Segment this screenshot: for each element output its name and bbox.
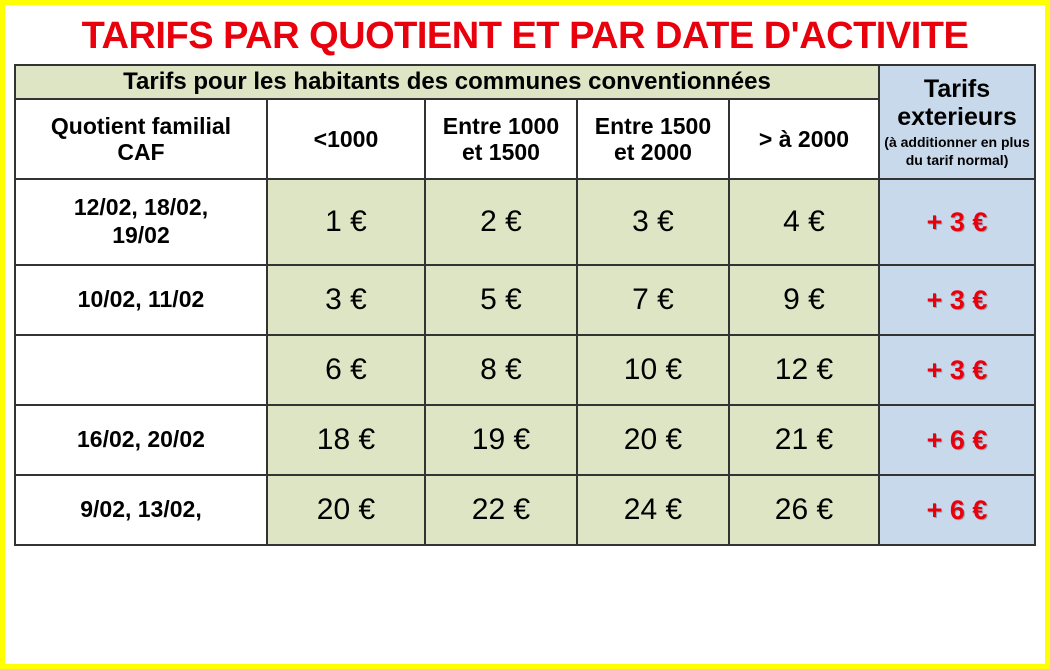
row-dates-line1: 12/02, 18/02, <box>73 194 209 221</box>
price-cell: 9 € <box>729 265 879 335</box>
price-cell: 26 € <box>729 475 879 545</box>
column-header-bracket-3 <box>577 99 729 179</box>
row-dates <box>15 265 267 335</box>
extra-fee-cell: + 3 € <box>879 335 1035 405</box>
price-cell: 19 € <box>425 405 577 475</box>
column-header-bracket-1 <box>267 99 425 179</box>
price-cell: 6 € <box>267 335 425 405</box>
price-cell: 8 € <box>425 335 577 405</box>
column-header-quotient-line2: CAF <box>117 139 165 165</box>
table-row <box>15 265 1035 335</box>
extra-fee-cell: + 3 € <box>879 179 1035 265</box>
row-dates <box>15 179 267 265</box>
bracket-1-line1: <1000 <box>313 125 379 152</box>
price-cell: 20 € <box>577 405 729 475</box>
price-cell: 10 € <box>577 335 729 405</box>
price-cell: 2 € <box>425 179 577 265</box>
page-title: TARIFS PAR QUOTIENT ET PAR DATE D'ACTIVITE <box>81 15 969 57</box>
price-cell: 3 € <box>267 265 425 335</box>
price-cell: 7 € <box>577 265 729 335</box>
header-exterieurs-line1: Tarifs <box>923 75 991 103</box>
bracket-2-line1: Entre 1000 <box>442 112 560 139</box>
table-row <box>15 475 1035 545</box>
bracket-3-line1: Entre 1500 <box>594 112 712 139</box>
row-dates <box>15 405 267 475</box>
column-header-quotient-line1: Quotient familial <box>50 112 232 139</box>
tariff-table <box>14 64 1036 546</box>
row-dates <box>15 335 267 405</box>
row-dates <box>15 475 267 545</box>
price-cell: 12 € <box>729 335 879 405</box>
extra-fee-cell: + 6 € <box>879 475 1035 545</box>
table-header-row <box>15 65 1035 99</box>
bracket-4-line1: > à 2000 <box>758 125 850 152</box>
row-dates-line1: 9/02, 13/02, <box>80 496 202 523</box>
header-exterieurs-line2: exterieurs <box>897 103 1017 131</box>
price-cell: 22 € <box>425 475 577 545</box>
column-header-bracket-2 <box>425 99 577 179</box>
price-cell: 3 € <box>577 179 729 265</box>
bracket-3-line2: et 2000 <box>613 139 692 165</box>
extra-fee-cell: + 3 € <box>879 265 1035 335</box>
price-cell: 21 € <box>729 405 879 475</box>
table-row <box>15 179 1035 265</box>
row-dates-line2: 19/02 <box>112 222 170 248</box>
column-header-quotient <box>15 99 267 179</box>
header-exterieurs-note: (à additionner en plus du tarif normal) <box>884 134 1030 168</box>
price-cell: 5 € <box>425 265 577 335</box>
header-conventionnees: Tarifs pour les habitants des communes conventionnées <box>15 65 879 99</box>
table-row <box>15 335 1035 405</box>
price-cell: 18 € <box>267 405 425 475</box>
column-header-bracket-4 <box>729 99 879 179</box>
extra-fee-cell: + 6 € <box>879 405 1035 475</box>
row-dates-line1: 16/02, 20/02 <box>77 426 205 453</box>
row-dates-line1: 10/02, 11/02 <box>77 286 205 313</box>
price-cell: 1 € <box>267 179 425 265</box>
bracket-2-line2: et 1500 <box>461 139 540 165</box>
price-cell: 4 € <box>729 179 879 265</box>
table-row <box>15 405 1035 475</box>
price-cell: 20 € <box>267 475 425 545</box>
price-cell: 24 € <box>577 475 729 545</box>
header-exterieurs <box>879 65 1035 179</box>
